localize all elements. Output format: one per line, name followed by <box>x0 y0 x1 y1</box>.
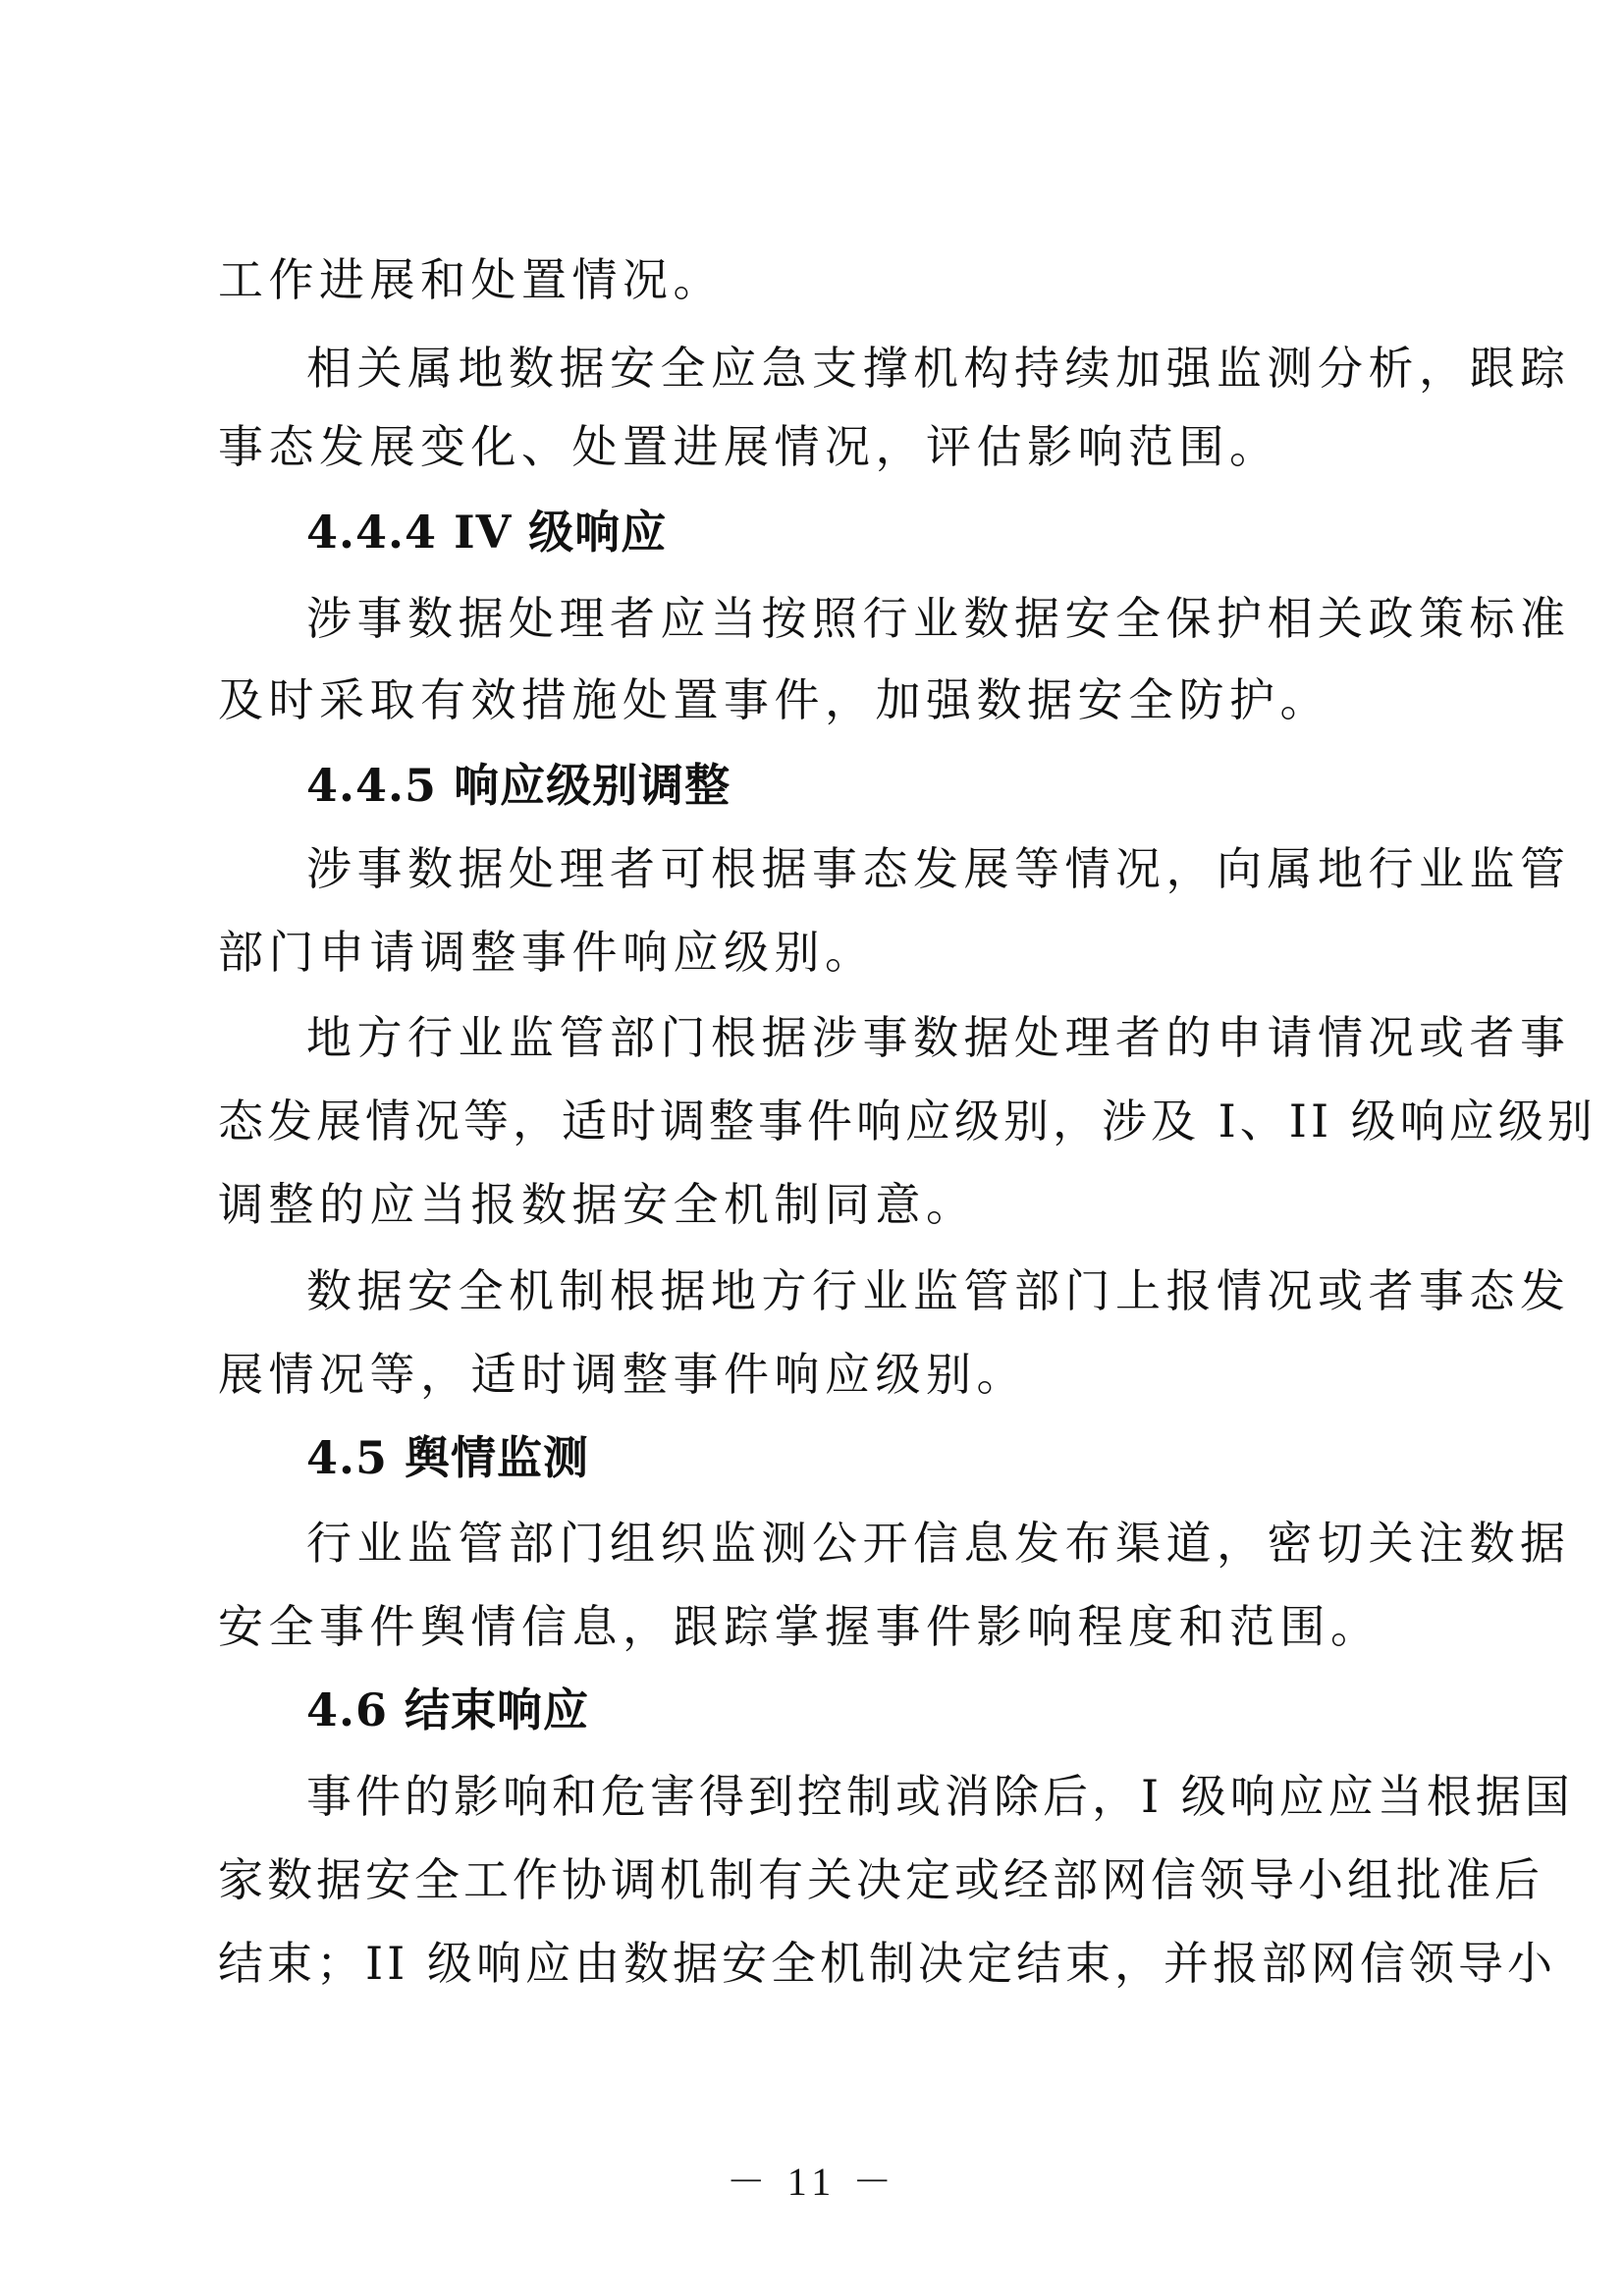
body-text-line: 安全事件舆情信息，跟踪掌握事件影响程度和范围。 <box>218 1600 1381 1653</box>
paragraph-first-line: 行业监管部门组织监测公开信息发布渠道，密切关注数据 <box>306 1517 1571 1570</box>
paragraph-first-line: 涉事数据处理者应当按照行业数据安全保护相关政策标准 <box>306 592 1571 645</box>
paragraph-first-line: 相关属地数据安全应急支撑机构持续加强监测分析，跟踪 <box>306 342 1571 395</box>
body-text-line: 家数据安全工作协调机制有关决定或经部网信领导小组批准后 <box>218 1853 1543 1906</box>
section-heading-4-4-5: 4.4.5 响应级别调整 <box>306 759 731 812</box>
paragraph-first-line: 事件的影响和危害得到控制或消除后，I 级响应应当根据国 <box>306 1770 1574 1823</box>
body-text-line: 部门申请调整事件响应级别。 <box>218 926 876 979</box>
body-text-line: 结束；II 级响应由数据安全机制决定结束，并报部网信领导小 <box>218 1937 1556 1990</box>
body-text-line: 态发展情况等，适时调整事件响应级别，涉及 I、II 级响应级别 <box>218 1095 1597 1148</box>
page-number: － 11 － <box>726 2160 898 2204</box>
body-text-line: 调整的应当报数据安全机制同意。 <box>218 1178 977 1231</box>
section-heading-4-4-4: 4.4.4 IV 级响应 <box>306 506 668 559</box>
body-text-line: 事态发展变化、处置进展情况，评估影响范围。 <box>218 420 1280 473</box>
section-heading-4-6: 4.6 结束响应 <box>306 1683 590 1736</box>
paragraph-first-line: 地方行业监管部门根据涉事数据处理者的申请情况或者事 <box>306 1011 1571 1064</box>
paragraph-first-line: 数据安全机制根据地方行业监管部门上报情况或者事态发 <box>306 1264 1571 1317</box>
section-heading-4-5: 4.5 舆情监测 <box>306 1431 590 1484</box>
body-text-line: 及时采取有效措施处置事件，加强数据安全防护。 <box>218 673 1330 726</box>
body-text-line: 工作进展和处置情况。 <box>218 253 724 306</box>
paragraph-first-line: 涉事数据处理者可根据事态发展等情况，向属地行业监管 <box>306 842 1571 895</box>
body-text-line: 展情况等，适时调整事件响应级别。 <box>218 1348 1027 1401</box>
